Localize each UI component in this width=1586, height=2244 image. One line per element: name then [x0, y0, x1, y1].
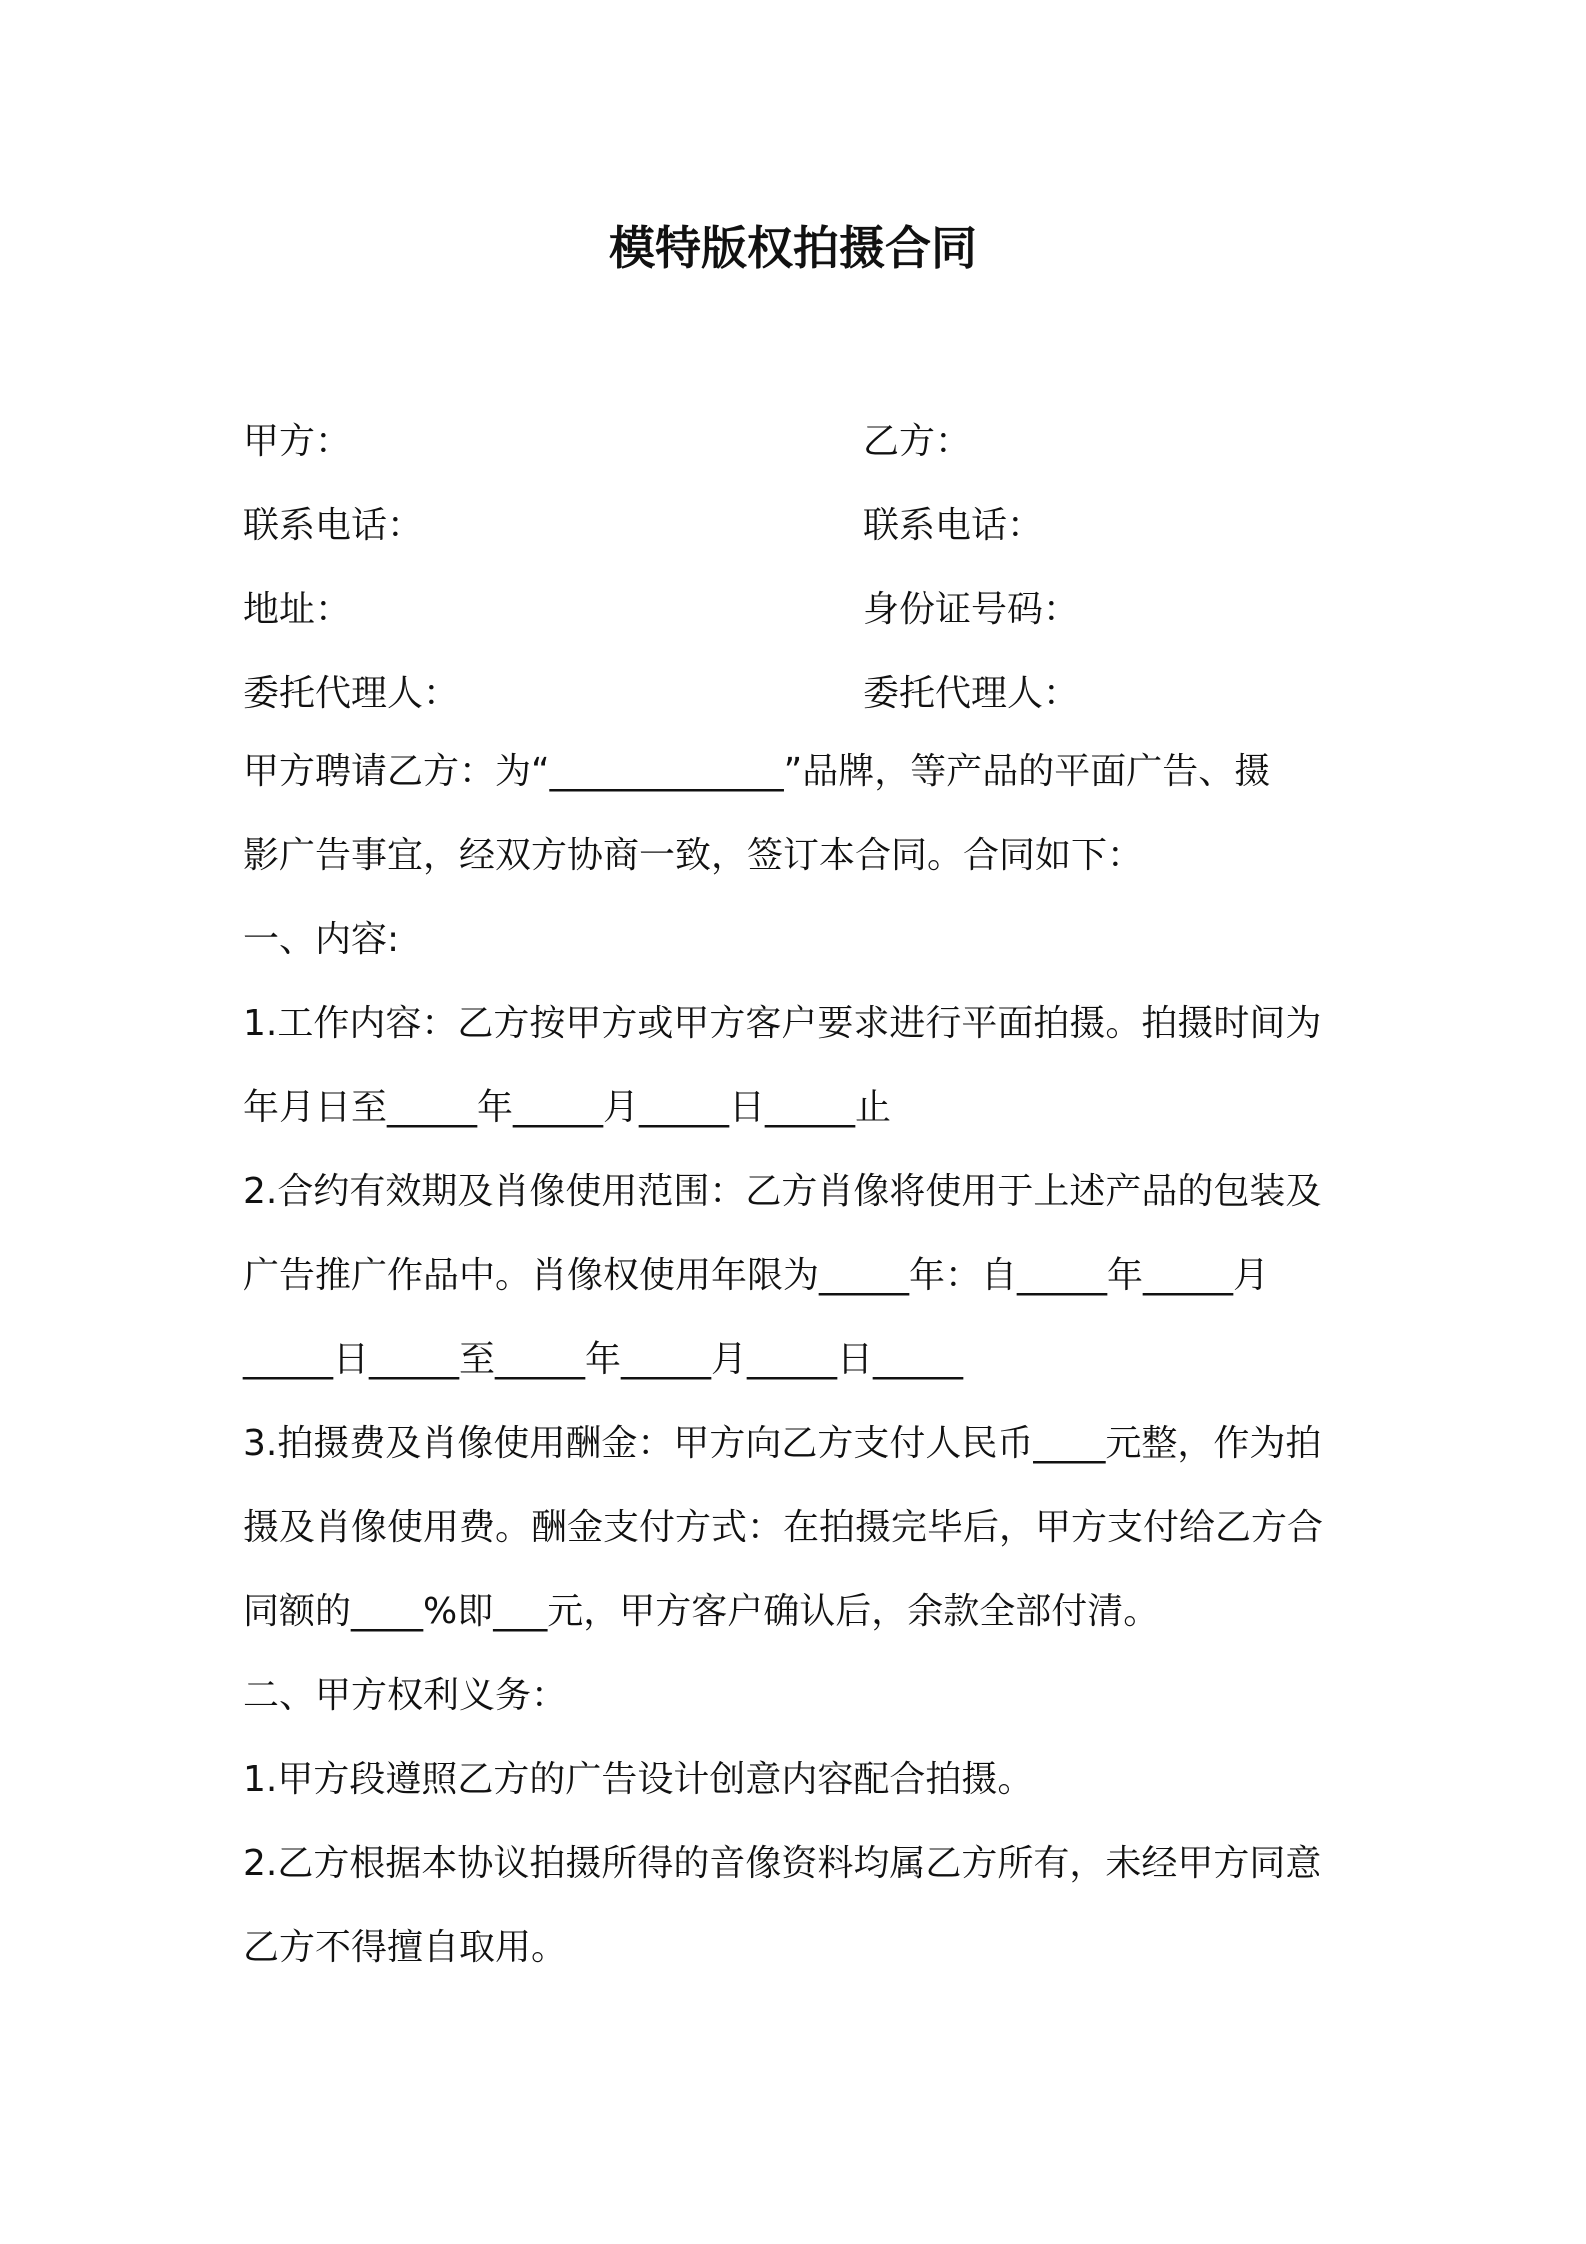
party-a-phone-label: 联系电话： [243, 505, 424, 546]
rights-clause-2-line-2: 乙方不得擅自取用。 [243, 1927, 568, 1968]
party-b-agent-label: 委托代理人： [863, 673, 1080, 714]
party-row [243, 652, 1353, 736]
party-b-id-number-label: 身份证号码： [863, 589, 1080, 630]
party-info [243, 400, 1353, 736]
party-b-phone-label: 联系电话： [863, 505, 1044, 546]
clause-1-line-2: 年月日至_____年_____月_____日_____止 [243, 1087, 892, 1128]
section-heading-party-a-rights: 二、甲方权利义务： [243, 1675, 568, 1716]
party-row [243, 568, 1353, 652]
clause-2-line-3: _____日_____至_____年_____月_____日_____ [243, 1339, 963, 1380]
rights-clause-2-line-1: 2.乙方根据本协议拍摄所得的音像资料均属乙方所有，未经甲方同意 [243, 1843, 1322, 1884]
party-row [243, 400, 1353, 484]
party-a-address-label: 地址： [243, 589, 352, 630]
rights-clause-1: 1.甲方段遵照乙方的广告设计创意内容配合拍摄。 [243, 1759, 1034, 1800]
party-b-label: 乙方： [863, 421, 972, 462]
intro-line-2: 影广告事宜，经双方协商一致，签订本合同。合同如下： [243, 835, 1144, 876]
party-row [243, 484, 1353, 568]
clause-2-line-2: 广告推广作品中。肖像权使用年限为_____年：自_____年_____月 [243, 1255, 1270, 1296]
clause-3-line-3: 同额的____%即___元，甲方客户确认后，余款全部付清。 [243, 1591, 1160, 1632]
clause-3-line-2: 摄及肖像使用费。酬金支付方式：在拍摄完毕后，甲方支付给乙方合 [243, 1507, 1324, 1548]
section-heading-content: 一、内容: [243, 919, 400, 960]
intro-line-1: 甲方聘请乙方：为“_____________”品牌，等产品的平面广告、摄 [243, 751, 1271, 792]
party-a-agent-label: 委托代理人： [243, 673, 460, 714]
clause-3-line-1: 3.拍摄费及肖像使用酬金：甲方向乙方支付人民币____元整，作为拍 [243, 1423, 1322, 1464]
clause-2-line-1: 2.合约有效期及肖像使用范围：乙方肖像将使用于上述产品的包装及 [243, 1171, 1322, 1212]
document-title: 模特版权拍摄合同 [609, 221, 977, 275]
contract-body [243, 730, 1363, 1990]
clause-1-line-1: 1.工作内容：乙方按甲方或甲方客户要求进行平面拍摄。拍摄时间为 [243, 1003, 1322, 1044]
party-a-label: 甲方： [243, 421, 352, 462]
